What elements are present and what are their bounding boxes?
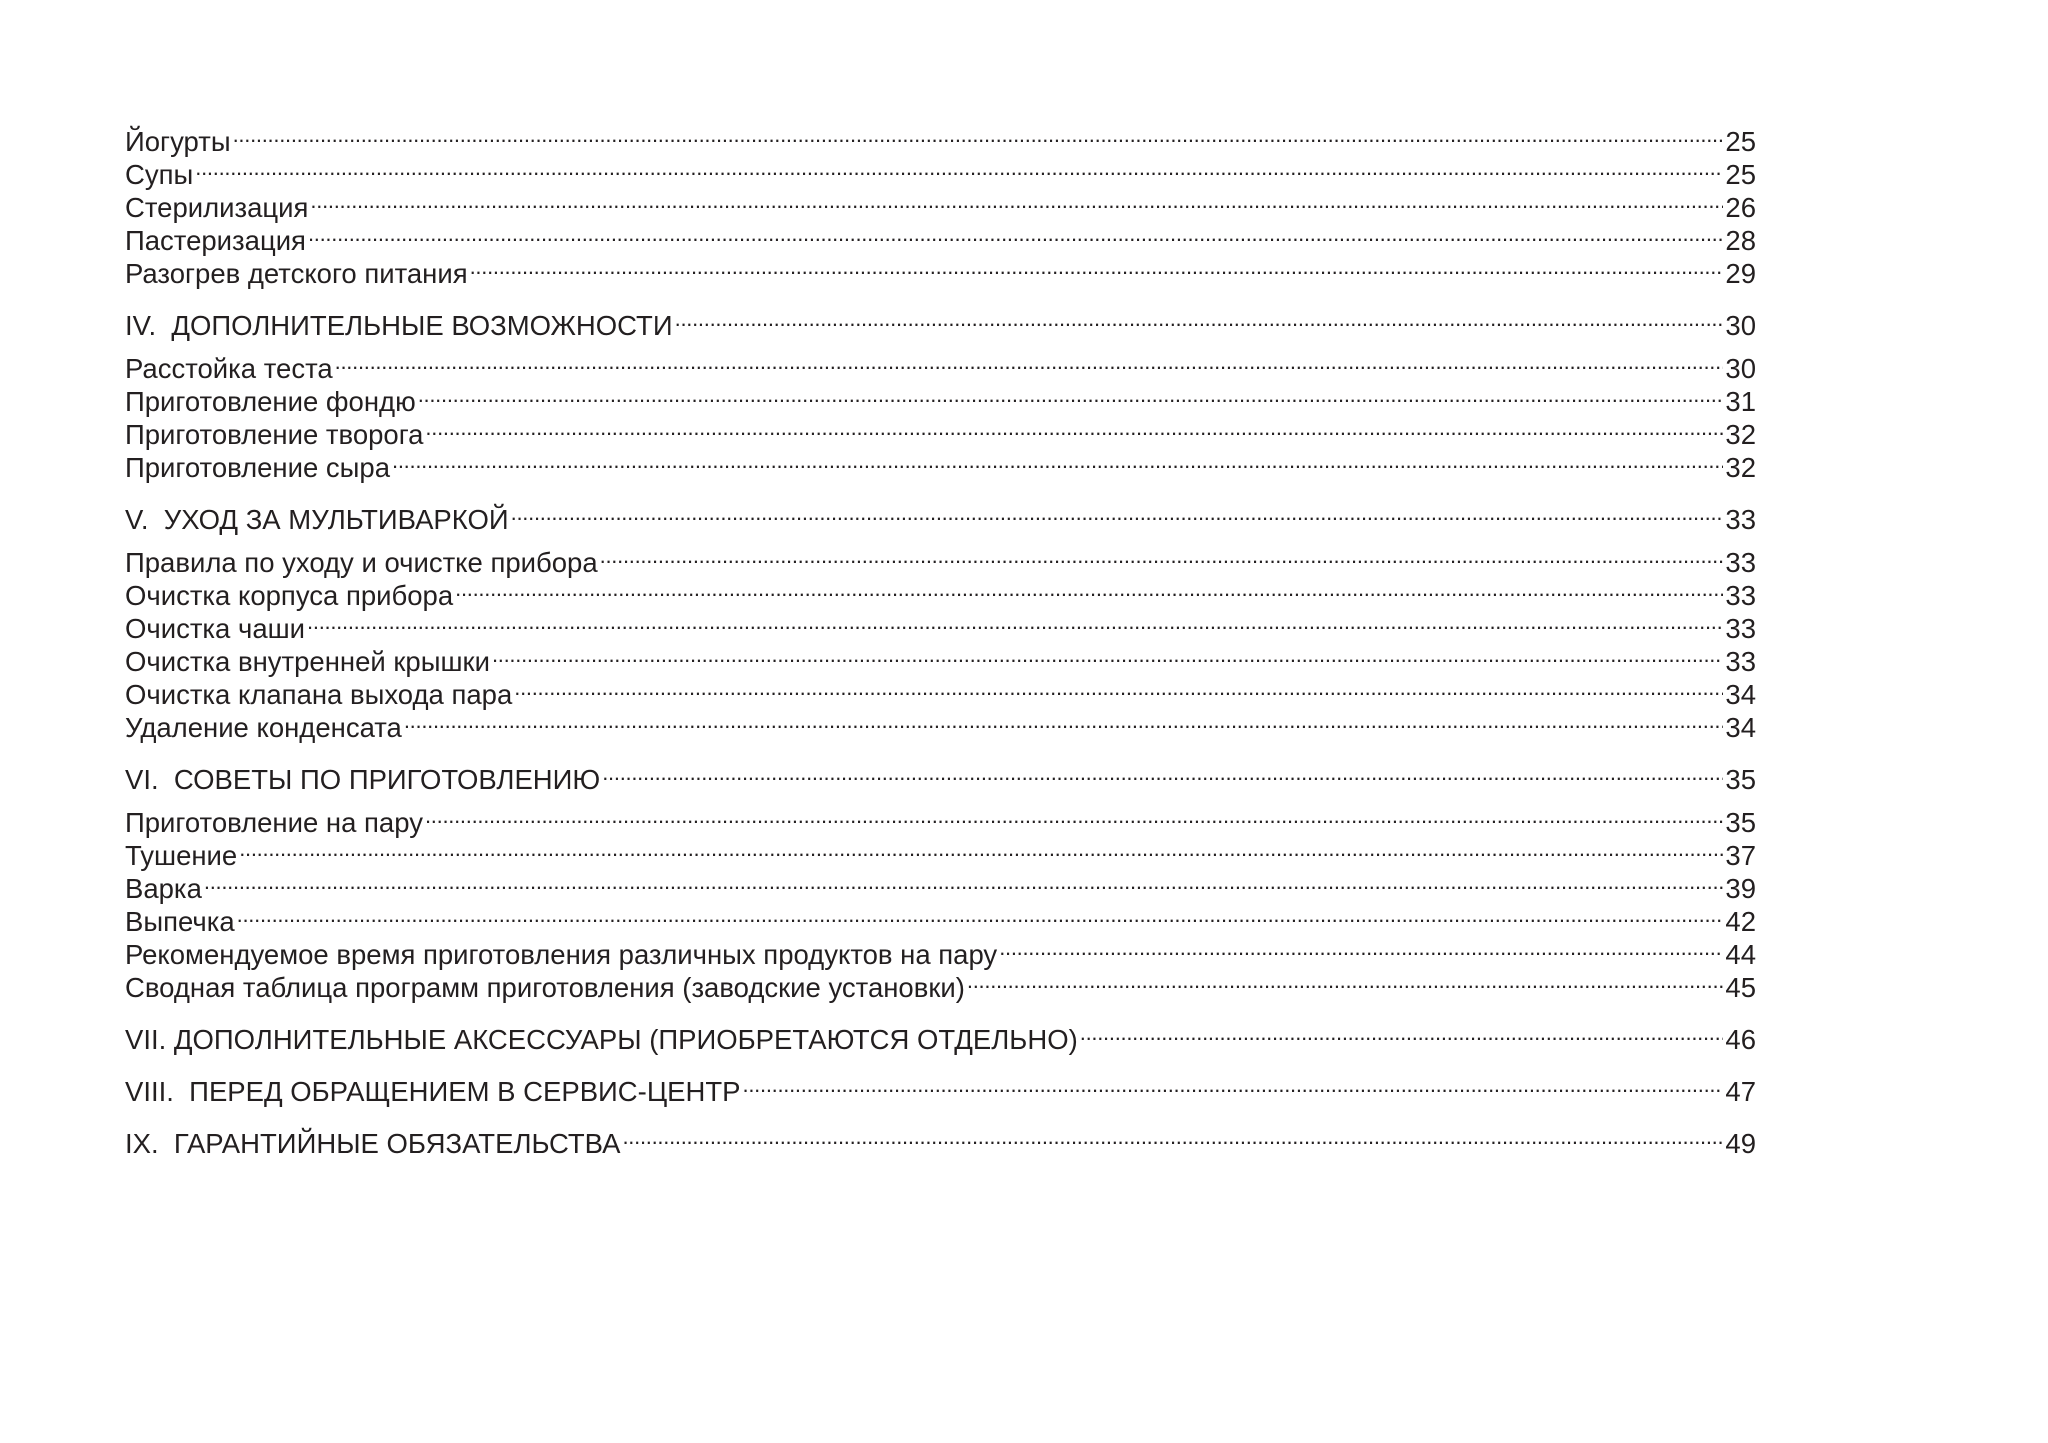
toc-page-number: 33 [1725, 580, 1756, 611]
toc-entry-title: Приготовление фондю [125, 386, 416, 417]
dot-leader [308, 217, 1723, 250]
toc-entry-title: Приготовление на пару [125, 807, 423, 838]
toc-entry[interactable] [125, 605, 1756, 644]
toc-entry-title: VIII. ПЕРЕД ОБРАЩЕНИЕМ В СЕРВИС-ЦЕНТР [125, 1076, 741, 1107]
dot-leader [392, 444, 1723, 477]
dot-leader [233, 118, 1724, 151]
toc-entry[interactable] [125, 671, 1756, 710]
toc-entry-title: Стерилизация [125, 192, 309, 223]
toc-entry-title: Пастеризация [125, 225, 306, 256]
toc-entry[interactable] [125, 865, 1756, 904]
toc-page-number: 33 [1725, 613, 1756, 644]
toc-page-number: 33 [1725, 646, 1756, 677]
toc-entry-title: Разогрев детского питания [125, 258, 468, 289]
toc-section-heading[interactable] [125, 1120, 1756, 1159]
toc-entry-title: Йогурты [125, 126, 231, 157]
dot-leader [404, 704, 1724, 737]
toc-page-number: 37 [1725, 840, 1756, 871]
dot-leader [455, 572, 1723, 605]
dot-leader [307, 605, 1723, 638]
dot-leader [425, 799, 1723, 832]
toc-entry-title: Выпечка [125, 906, 235, 937]
toc-page-number: 33 [1725, 547, 1756, 578]
toc-entry[interactable] [125, 964, 1756, 1003]
dot-leader [492, 638, 1723, 671]
toc-section-heading[interactable] [125, 1016, 1756, 1055]
dot-leader [511, 496, 1724, 529]
toc-entry[interactable] [125, 931, 1756, 970]
dot-leader [239, 832, 1723, 865]
dot-leader [335, 345, 1724, 378]
toc-page-number: 32 [1725, 419, 1756, 450]
toc-entry-title: Супы [125, 159, 194, 190]
dot-leader [999, 931, 1723, 964]
toc-entry-title: Очистка чаши [125, 613, 306, 644]
toc-entry-title: Тушение [125, 840, 238, 871]
toc-entry-title: VII. ДОПОЛНИТЕЛЬНЫЕ АКСЕССУАРЫ (ПРИОБРЕТАЮТСЯ ОТДЕЛЬНО) [125, 1024, 1078, 1055]
toc-page-number: 30 [1725, 353, 1756, 384]
toc-page-number: 32 [1725, 452, 1756, 483]
dot-leader [967, 964, 1724, 997]
dot-leader [204, 865, 1724, 898]
dot-leader [418, 378, 1724, 411]
toc-page-number: 25 [1725, 126, 1756, 157]
toc-entry[interactable] [125, 638, 1756, 677]
toc-page-number: 42 [1725, 906, 1756, 937]
toc-entry-title: Очистка внутренней крышки [125, 646, 490, 677]
dot-leader [310, 184, 1723, 217]
toc-section-heading[interactable] [125, 302, 1756, 341]
dot-leader [470, 250, 1724, 283]
toc-entry[interactable] [125, 345, 1756, 384]
toc-section-heading[interactable] [125, 756, 1756, 795]
toc-entry[interactable] [125, 184, 1756, 223]
toc-entry-title: Правила по уходу и очистке прибора [125, 547, 598, 578]
toc-entry[interactable] [125, 799, 1756, 838]
dot-leader [425, 411, 1723, 444]
toc-entry[interactable] [125, 378, 1756, 417]
toc-entry-title: IV. ДОПОЛНИТЕЛЬНЫЕ ВОЗМОЖНОСТИ [125, 310, 673, 341]
toc-page-number: 44 [1725, 939, 1756, 970]
dot-leader [600, 539, 1724, 572]
toc-entry[interactable] [125, 898, 1756, 937]
toc-page-number: 31 [1725, 386, 1756, 417]
table-of-contents [125, 118, 1756, 1163]
toc-entry[interactable] [125, 118, 1756, 157]
toc-entry-title: Приготовление творога [125, 419, 424, 450]
toc-page-number: 39 [1725, 873, 1756, 904]
dot-leader [195, 151, 1723, 184]
toc-page-number: 35 [1725, 807, 1756, 838]
toc-entry[interactable] [125, 411, 1756, 450]
toc-page-number: 25 [1725, 159, 1756, 190]
toc-entry[interactable] [125, 250, 1756, 289]
toc-page-number: 45 [1725, 972, 1756, 1003]
toc-entry-title: Рекомендуемое время приготовления различных продуктов на пару [125, 939, 998, 970]
toc-page-number: 35 [1725, 764, 1756, 795]
dot-leader [622, 1120, 1723, 1153]
toc-page-number: 34 [1725, 679, 1756, 710]
toc-page-number: 29 [1725, 258, 1756, 289]
toc-entry[interactable] [125, 832, 1756, 871]
toc-entry-title: V. УХОД ЗА МУЛЬТИВАРКОЙ [125, 504, 509, 535]
dot-leader [514, 671, 1723, 704]
dot-leader [237, 898, 1724, 931]
toc-page-number: 28 [1725, 225, 1756, 256]
toc-entry-title: VI. СОВЕТЫ ПО ПРИГОТОВЛЕНИЮ [125, 764, 601, 795]
toc-section-heading[interactable] [125, 1068, 1756, 1107]
toc-entry-title: Очистка клапана выхода пара [125, 679, 513, 710]
toc-entry-title: Удаление конденсата [125, 712, 402, 743]
toc-entry-title: Приготовление сыра [125, 452, 391, 483]
toc-page-number: 46 [1725, 1024, 1756, 1055]
toc-entry-title: Варка [125, 873, 202, 904]
dot-leader [1080, 1016, 1724, 1049]
toc-page-number: 26 [1725, 192, 1756, 223]
toc-section-heading[interactable] [125, 496, 1756, 535]
toc-page-number: 34 [1725, 712, 1756, 743]
toc-entry-title: IX. ГАРАНТИЙНЫЕ ОБЯЗАТЕЛЬСТВА [125, 1128, 621, 1159]
toc-page-number: 33 [1725, 504, 1756, 535]
toc-entry-title: Расстойка теста [125, 353, 333, 384]
toc-page-number: 49 [1725, 1128, 1756, 1159]
dot-leader [675, 302, 1724, 335]
toc-entry[interactable] [125, 151, 1756, 190]
toc-entry[interactable] [125, 539, 1756, 578]
toc-page-number: 30 [1725, 310, 1756, 341]
dot-leader [602, 756, 1723, 789]
toc-entry-title: Сводная таблица программ приготовления (заводские установки) [125, 972, 965, 1003]
toc-page-number: 47 [1725, 1076, 1756, 1107]
toc-entry[interactable] [125, 572, 1756, 611]
toc-entry-title: Очистка корпуса прибора [125, 580, 454, 611]
toc-entry[interactable] [125, 704, 1756, 743]
toc-entry[interactable] [125, 444, 1756, 483]
dot-leader [743, 1068, 1724, 1101]
toc-entry[interactable] [125, 217, 1756, 256]
